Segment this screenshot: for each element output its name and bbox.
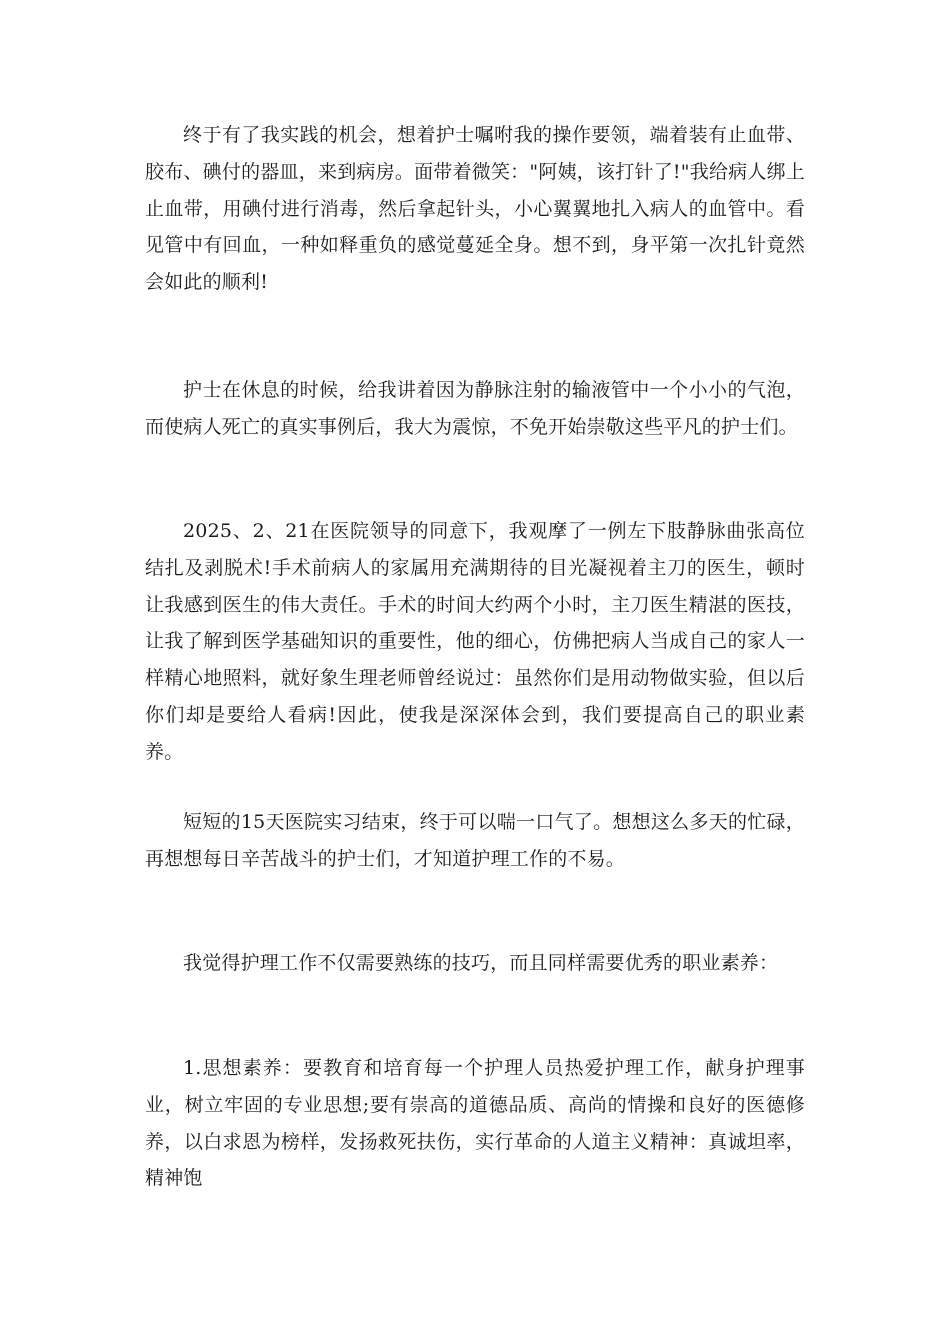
paragraph-internship-end: 短短的15天医院实习结束，终于可以喘一口气了。想想这么多天的忙碌，再想想每日辛苦战斗的护士们，才知道护理工作的不易。 — [145, 811, 805, 870]
paragraph-nurse-story: 护士在休息的时候，给我讲着因为静脉注射的输液管中一个小小的气泡，而使病人死亡的真实事例后，我大为震惊，不免开始崇敬这些平凡的护士们。 — [145, 379, 805, 438]
paragraph-surgery-observation: 2025、2、21在医院领导的同意下，我观摩了一例左下肢静脉曲张高位结扎及剥脱术!手术前病人的家属用充满期待的目光凝视着主刀的医生，顿时让我感到医生的伟大责任。手术的时间大约两个小时，主刀医生精湛的医技，让我了解到医学基础知识的重要性，他的细心，仿佛把病人当成自己的家人一样精心地照料，就好象生理老师曾经说过：虽然你们是用动物做实验，但以后你们却是要给人看病!因此，使我是深深体会到，我们要提高自己的职业素养。 — [145, 520, 805, 763]
paragraph-nursing-qualities-intro: 我觉得护理工作不仅需要熟练的技巧，而且同样需要优秀的职业素养： — [183, 952, 779, 974]
paragraph-first-injection: 终于有了我实践的机会，想着护士嘱咐我的操作要领，端着装有止血带、胶布、碘付的器皿，来到病房。面带着微笑："阿姨，该打针了!"我给病人绑上止血带，用碘付进行消毒，然后拿起针头，小心翼翼地扎入病人的血管中。看见管中有回血，一种如释重负的感觉蔓延全身。想不到，身平第一次扎针竟然会如此的顺利! — [145, 124, 805, 294]
paragraph-ideological-quality: 1.思想素养：要教育和培育每一个护理人员热爱护理工作，献身护理事业，树立牢固的专业思想;要有崇高的道德品质、高尚的情操和良好的医德修养，以白求恩为榜样，发扬救死扶伤，实行革命的人道主义精神：真诚坦率，精神饱 — [145, 1057, 805, 1190]
